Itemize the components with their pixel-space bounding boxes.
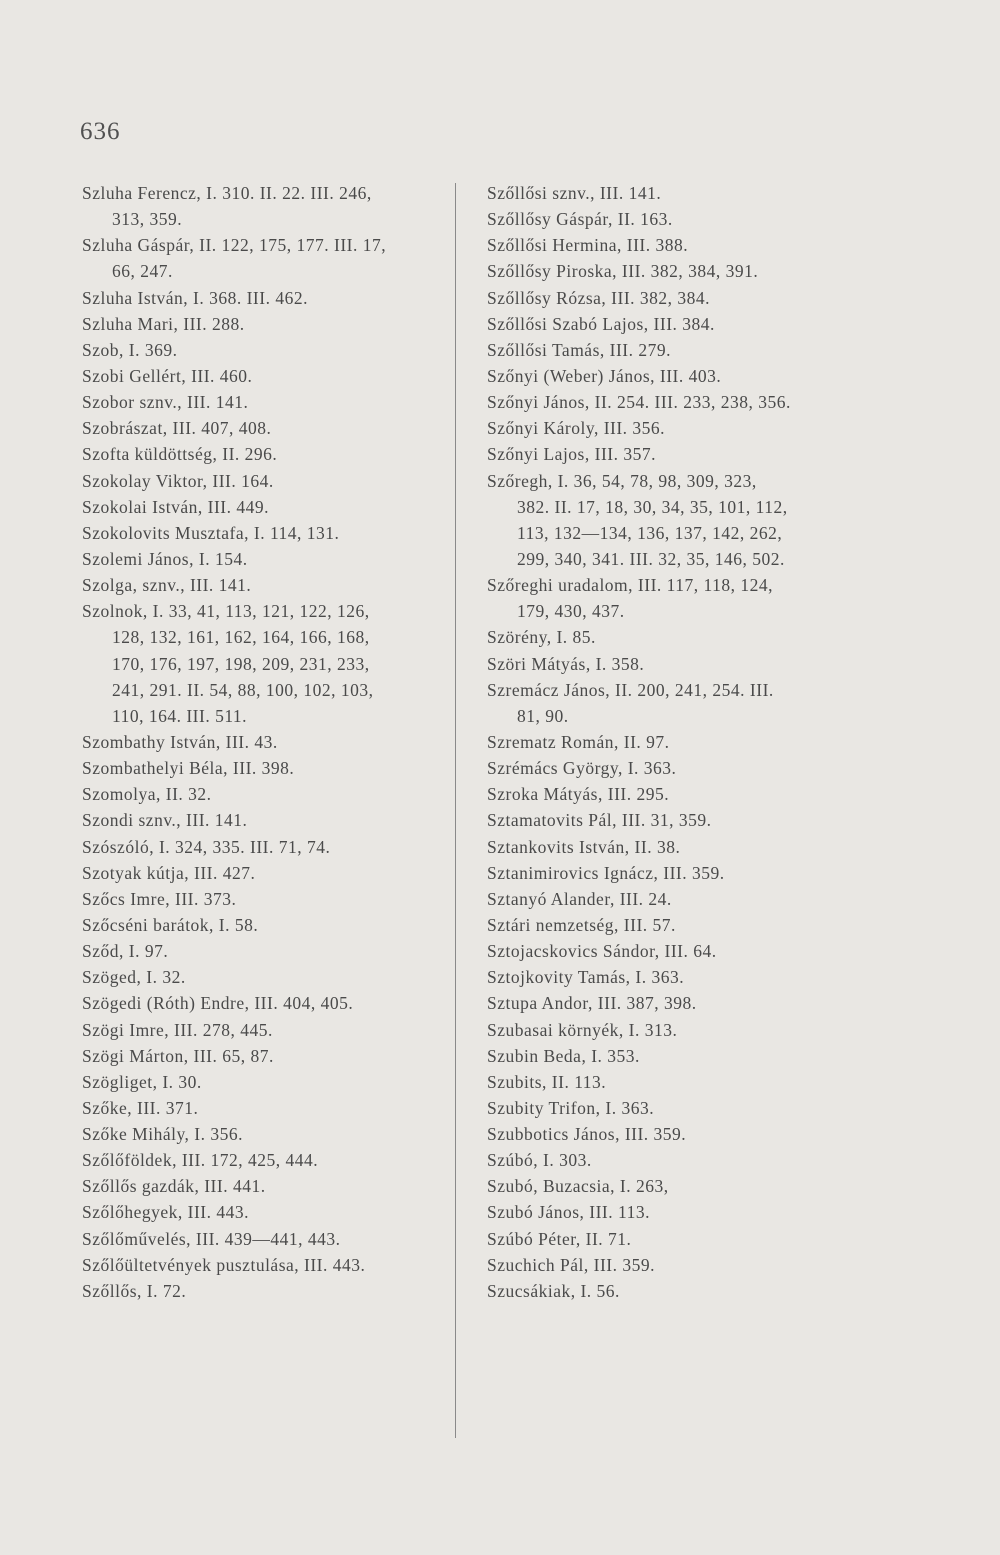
index-entry [487, 990, 867, 1016]
index-entry [487, 311, 867, 337]
index-entry [82, 1173, 452, 1199]
index-entry [487, 886, 867, 912]
index-entry [82, 964, 452, 990]
index-entry [487, 912, 867, 938]
index-entry-continuation: 170, 176, 197, 198, 209, 231, 233, [112, 653, 370, 674]
index-entry-line: Szőnyi Lajos, III. 357. [487, 444, 656, 465]
index-entry [487, 1121, 867, 1147]
index-entry-line: Szubits, II. 113. [487, 1071, 607, 1092]
index-entry [487, 624, 867, 650]
index-entry [487, 938, 867, 964]
index-entry [82, 180, 452, 232]
index-entry-line: Sztojkovity Tamás, I. 363. [487, 967, 685, 988]
index-entry-line: Szobrászat, III. 407, 408. [82, 418, 272, 439]
index-entry-line: Szobi Gellért, III. 460. [82, 365, 253, 386]
index-entry-line: Szörény, I. 85. [487, 627, 596, 648]
index-entry-line: Szőke Mihály, I. 356. [82, 1124, 244, 1145]
index-entry [487, 651, 867, 677]
index-entry-line: Szőllősy Piroska, III. 382, 384, 391. [487, 261, 759, 282]
index-entry [487, 964, 867, 990]
index-entry-continuation: 299, 340, 341. III. 32, 35, 146, 502. [517, 548, 785, 569]
index-entry-line: Szubin Beda, I. 353. [487, 1045, 640, 1066]
index-entry [82, 1043, 452, 1069]
index-entry [82, 1226, 452, 1252]
index-entry [487, 1252, 867, 1278]
index-entry-line: Sztanyó Alander, III. 24. [487, 888, 672, 909]
index-entry [82, 468, 452, 494]
index-entry-line: Szombathelyi Béla, III. 398. [82, 758, 295, 779]
index-entry [82, 1121, 452, 1147]
index-entry-line: Szrémács György, I. 363. [487, 758, 677, 779]
index-entry [82, 781, 452, 807]
index-entry-line: Szőlőművelés, III. 439—441, 443. [82, 1228, 341, 1249]
index-entry-line: Sződ, I. 97. [82, 941, 169, 962]
index-entry-line: Szluha Ferencz, I. 310. II. 22. III. 246, [82, 183, 372, 203]
index-entry [82, 441, 452, 467]
index-entry [487, 363, 867, 389]
index-entry-line: Sztupa Andor, III. 387, 398. [487, 993, 697, 1014]
index-entry-line: Szubasai környék, I. 313. [487, 1019, 678, 1040]
index-entry [82, 1252, 452, 1278]
index-entry-line: Szokolay Viktor, III. 164. [82, 470, 274, 491]
index-entry-continuation: 81, 90. [517, 705, 569, 726]
index-entry [487, 781, 867, 807]
index-entry-line: Szögi Márton, III. 65, 87. [82, 1045, 274, 1066]
index-entry-line: Szolnok, I. 33, 41, 113, 121, 122, 126, [82, 601, 370, 622]
index-entry-line: Szobor sznv., III. 141. [82, 392, 249, 413]
index-entry-continuation: 66, 247. [112, 261, 173, 282]
index-entry [82, 912, 452, 938]
index-entry-continuation: 382. II. 17, 18, 30, 34, 35, 101, 112, [517, 496, 788, 517]
index-entry [82, 389, 452, 415]
index-entry-line: Szluha Mari, III. 288. [82, 313, 245, 334]
index-entry [82, 598, 452, 729]
index-entry-line: Szubbotics János, III. 359. [487, 1124, 687, 1145]
index-entry [82, 572, 452, 598]
index-entry [82, 1095, 452, 1121]
index-entry-line: Szúbó, I. 303. [487, 1150, 592, 1171]
index-entry-line: Szremácz János, II. 200, 241, 254. III. [487, 679, 774, 700]
index-entry [487, 1199, 867, 1225]
index-entry [487, 755, 867, 781]
page-number: 636 [80, 118, 121, 145]
column-divider [455, 183, 456, 1438]
index-entry-line: Sztamatovits Pál, III. 31, 359. [487, 810, 712, 831]
index-entry-line: Szubity Trifon, I. 363. [487, 1097, 655, 1118]
index-entry [82, 990, 452, 1016]
index-entry [487, 677, 867, 729]
index-entry [487, 834, 867, 860]
index-entry [82, 938, 452, 964]
index-entry [82, 755, 452, 781]
index-entry [487, 441, 867, 467]
index-entry-continuation: 313, 359. [112, 209, 183, 230]
index-entry-line: Szofta küldöttség, II. 296. [82, 444, 278, 465]
index-entry-line: Szőllősi Hermina, III. 388. [487, 235, 689, 256]
index-entry-line: Szőlőültetvények pusztulása, III. 443. [82, 1254, 366, 1275]
index-entry-line: Szőlőhegyek, III. 443. [82, 1202, 250, 1223]
index-column-left [82, 180, 452, 1304]
index-entry-line: Szucsákiak, I. 56. [487, 1280, 620, 1301]
index-entry [82, 520, 452, 546]
index-entry [487, 468, 867, 573]
index-entry-line: Sztári nemzetség, III. 57. [487, 914, 676, 935]
index-entry-line: Szőcséni barátok, I. 58. [82, 914, 259, 935]
index-entry-line: Szőreghi uradalom, III. 117, 118, 124, [487, 575, 773, 596]
index-entry-line: Szögedi (Róth) Endre, III. 404, 405. [82, 993, 354, 1014]
index-entry-line: Szőllősy Gáspár, II. 163. [487, 209, 673, 230]
index-entry-line: Szöged, I. 32. [82, 967, 186, 988]
index-entry [82, 729, 452, 755]
index-entry [487, 1095, 867, 1121]
index-entry [82, 546, 452, 572]
index-entry [82, 311, 452, 337]
index-entry [82, 1017, 452, 1043]
index-entry [82, 494, 452, 520]
index-entry [82, 834, 452, 860]
index-entry-line: Szőcs Imre, III. 373. [82, 888, 237, 909]
index-entry [82, 1199, 452, 1225]
index-entry [487, 572, 867, 624]
index-entry-line: Szögi Imre, III. 278, 445. [82, 1019, 273, 1040]
index-entry-line: Szob, I. 369. [82, 339, 178, 360]
index-entry-line: Szluha Gáspár, II. 122, 175, 177. III. 17, [82, 235, 387, 256]
index-entry-line: Szószóló, I. 324, 335. III. 71, 74. [82, 836, 331, 857]
index-entry [487, 1069, 867, 1095]
index-entry-line: Szőllős, I. 72. [82, 1280, 187, 1301]
index-entry-line: Szúbó Péter, II. 71. [487, 1228, 632, 1249]
index-entry-line: Szuchich Pál, III. 359. [487, 1254, 655, 1275]
index-entry-line: Szőllősi Tamás, III. 279. [487, 339, 671, 360]
index-entry-line: Szögliget, I. 30. [82, 1071, 202, 1092]
index-entry [487, 1043, 867, 1069]
index-entry-line: Szokolovits Musztafa, I. 114, 131. [82, 522, 340, 543]
index-entry-line: Szokolai István, III. 449. [82, 496, 269, 517]
index-entry-continuation: 110, 164. III. 511. [112, 705, 248, 726]
index-entry-continuation: 241, 291. II. 54, 88, 100, 102, 103, [112, 679, 374, 700]
index-entry [82, 1147, 452, 1173]
index-entry [82, 1278, 452, 1304]
index-entry-line: Szöri Mátyás, I. 358. [487, 653, 645, 674]
index-entry [487, 180, 867, 206]
index-entry-line: Szőnyi Károly, III. 356. [487, 418, 666, 439]
index-entry [487, 206, 867, 232]
index-entry-line: Szőlőföldek, III. 172, 425, 444. [82, 1150, 319, 1171]
index-entry [487, 1173, 867, 1199]
index-entry [82, 415, 452, 441]
index-entry [487, 860, 867, 886]
index-entry-line: Szroka Mátyás, III. 295. [487, 784, 670, 805]
index-entry-line: Szondi sznv., III. 141. [82, 810, 248, 831]
index-entry [82, 886, 452, 912]
index-entry [82, 860, 452, 886]
index-entry-line: Szubó, Buzacsia, I. 263, [487, 1176, 669, 1197]
index-entry [487, 807, 867, 833]
index-entry [487, 1226, 867, 1252]
index-entry [82, 232, 452, 284]
index-entry-continuation: 128, 132, 161, 162, 164, 166, 168, [112, 627, 370, 648]
index-entry-continuation: 179, 430, 437. [517, 601, 625, 622]
index-entry [82, 337, 452, 363]
index-entry-line: Szőregh, I. 36, 54, 78, 98, 309, 323, [487, 470, 757, 491]
index-entry-line: Szluha István, I. 368. III. 462. [82, 287, 308, 308]
index-entry-line: Sztojacskovics Sándor, III. 64. [487, 941, 717, 962]
index-entry [487, 415, 867, 441]
index-entry-line: Szubó János, III. 113. [487, 1202, 650, 1223]
index-entry [487, 285, 867, 311]
index-entry-line: Szőke, III. 371. [82, 1097, 199, 1118]
index-entry-line: Szőnyi (Weber) János, III. 403. [487, 365, 722, 386]
index-entry [487, 1147, 867, 1173]
index-entry-line: Sztankovits István, II. 38. [487, 836, 681, 857]
index-entry-line: Szolemi János, I. 154. [82, 548, 248, 569]
index-entry [487, 232, 867, 258]
index-entry-line: Szőllős gazdák, III. 441. [82, 1176, 266, 1197]
index-entry [487, 337, 867, 363]
index-entry [487, 1278, 867, 1304]
index-entry [82, 1069, 452, 1095]
index-entry-line: Szombathy István, III. 43. [82, 731, 278, 752]
index-entry-line: Szőllősi Szabó Lajos, III. 384. [487, 313, 715, 334]
index-entry [487, 1017, 867, 1043]
index-entry [487, 389, 867, 415]
index-entry-line: Szolga, sznv., III. 141. [82, 575, 252, 596]
index-entry-line: Szrematz Román, II. 97. [487, 731, 670, 752]
index-entry [82, 807, 452, 833]
index-entry-line: Szőllősi sznv., III. 141. [487, 183, 662, 203]
index-entry-line: Szomolya, II. 32. [82, 784, 212, 805]
index-entry-line: Szotyak kútja, III. 427. [82, 862, 256, 883]
index-entry-line: Szőnyi János, II. 254. III. 233, 238, 356. [487, 392, 791, 413]
index-entry [82, 285, 452, 311]
index-entry [487, 258, 867, 284]
index-entry [82, 363, 452, 389]
index-entry-line: Sztanimirovics Ignácz, III. 359. [487, 862, 725, 883]
index-entry-continuation: 113, 132—134, 136, 137, 142, 262, [517, 522, 783, 543]
index-entry-line: Szőllősy Rózsa, III. 382, 384. [487, 287, 711, 308]
index-column-right [487, 180, 867, 1304]
index-entry [487, 729, 867, 755]
